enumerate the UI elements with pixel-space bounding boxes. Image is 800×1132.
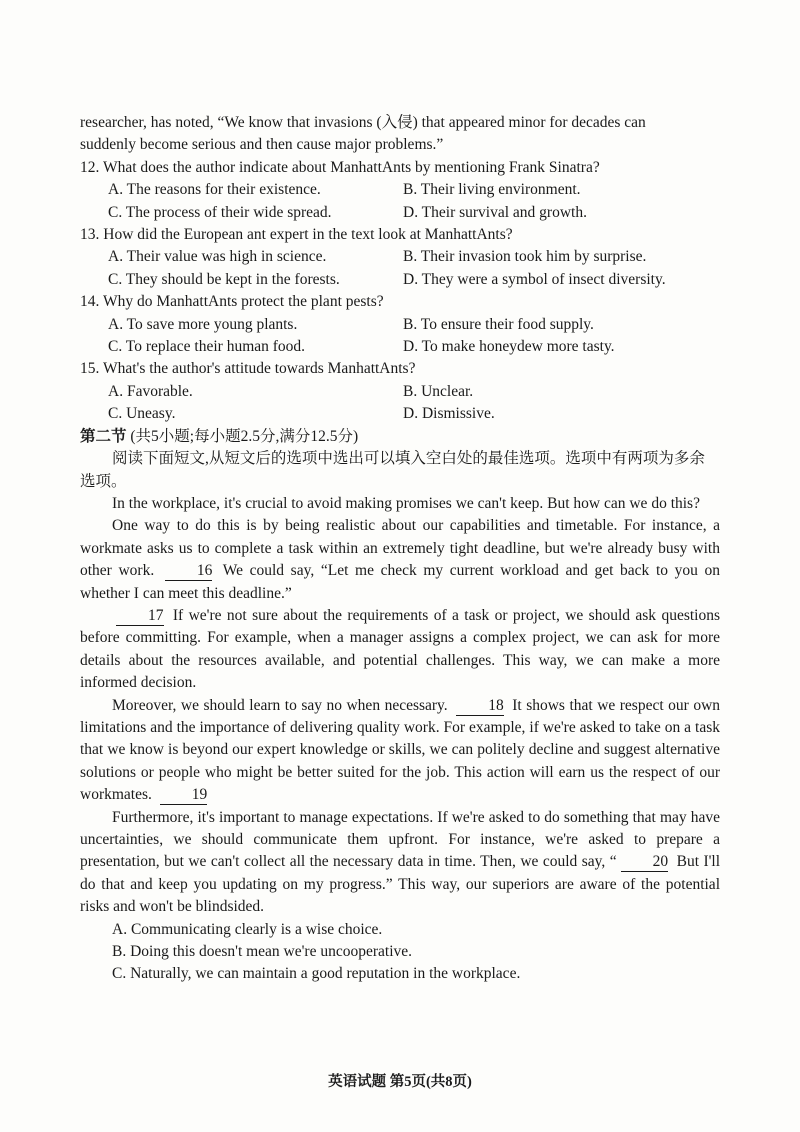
choice-c: C. Naturally, we can maintain a good reputation in the workplace. [112,965,521,983]
passage-b-paragraph-1: In the workplace, it's crucial to avoid making promises we can't keep. But how can we do this? [112,494,700,512]
section-2-title: 第二节 [80,427,127,445]
question-stem: 13. How did the European ant expert in the text look at ManhattAnts? [80,226,513,244]
passage-a-line-2: suddenly become serious and then cause major problems.” [80,136,444,154]
question-14 [80,291,720,358]
option-b: B. To ensure their food supply. [403,315,594,333]
paragraph-text: Moreover, we should learn to say no when necessary. [112,696,448,714]
question-13 [80,224,720,291]
passage-b-paragraph-5 [80,807,720,919]
blank-17[interactable]: 17 [116,607,164,626]
paragraph-text: One way to do this is by being realistic about our capabilities and timetable. For instance, a workmate asks us to complete a task within an extremely tight deadline, but we're already busy with other work. [80,517,720,580]
option-d: D. They were a symbol of insect diversity. [403,270,666,288]
question-options [80,314,720,359]
blank-20[interactable]: 20 [621,853,669,872]
blank-19[interactable]: 19 [160,786,208,805]
question-15 [80,358,720,425]
passage-a-line-1: researcher, has noted, “We know that invasions (入侵) that appeared minor for decades can [80,114,646,131]
option-b: B. Their invasion took him by surprise. [403,248,647,266]
question-options [80,179,720,224]
answer-choices [80,919,720,986]
choice-b: B. Doing this doesn't mean we're uncooperative. [112,943,413,961]
paragraph-text: We could say, “Let me check my current workload and get back to you on whether I can meet this deadline.” [80,562,721,602]
option-a: A. Favorable. [108,382,193,400]
question-stem: 15. What's the author's attitude towards ManhattAnts? [80,360,416,378]
paragraph-text: But I'll do that and keep you updating on my progress.” This way, our superiors are aware of the potential risks and won't be blindsided. [80,853,721,916]
option-a: A. Their value was high in science. [108,248,327,266]
option-a: A. The reasons for their existence. [108,181,321,199]
section-2-heading [80,426,720,448]
question-stem: 14. Why do ManhattAnts protect the plant pests? [80,293,384,311]
blank-16[interactable]: 16 [165,562,213,581]
passage-b-paragraph-2 [80,515,720,605]
paragraph-text: If we're not sure about the requirements of a task or project, we should ask questions before committing. For example, when a manager assigns a complex project, we can ask for more details about the resources available, and potential challenges. This way, we can make a more informed decision. [80,606,721,692]
option-c: C. The process of their wide spread. [108,203,332,221]
passage-b-paragraph-4 [80,695,720,807]
blank-18[interactable]: 18 [456,697,504,716]
option-c: C. To replace their human food. [108,338,306,356]
question-options [80,381,720,426]
option-c: C. Uneasy. [108,405,176,423]
question-12 [80,157,720,224]
paragraph-text: It shows that we respect our own limitations and the importance of delivering quality work. For example, if we're asked to take on a task that we know is beyond our expert knowledge or skills, we can politely decline and suggest alternative solutions or people who might be better suited for the job. This action will earn us the respect of our workmates. [80,696,721,804]
quote-open: “ [609,853,617,871]
passage-b-paragraph-3 [80,605,720,695]
option-a: A. To save more young plants. [108,315,298,333]
option-b: B. Their living environment. [403,181,581,199]
section-2-instruction: 阅读下面短文,从短文后的选项中选出可以填入空白处的最佳选项。选项中有两项为多余选项。 [80,450,705,490]
paragraph-text: Furthermore, it's important to manage expectations. If we're asked to do something that may have uncertainties, we should communicate them upfront. For instance, we're asked to prepare a presentation, but we can't collect all the necessary data in time. Then, we could say, [80,808,720,871]
question-stem: 12. What does the author indicate about ManhattAnts by mentioning Frank Sinatra? [80,158,600,176]
page-footer: 英语试题 第5页(共8页) [328,1074,472,1090]
choice-a: A. Communicating clearly is a wise choice. [112,920,383,938]
question-options [80,246,720,291]
option-d: D. To make honeydew more tasty. [403,338,615,356]
passage-a-tail [80,112,720,157]
option-c: C. They should be kept in the forests. [108,270,340,288]
option-d: D. Their survival and growth. [403,203,587,221]
option-b: B. Unclear. [403,382,474,400]
option-d: D. Dismissive. [403,405,495,423]
section-2-scoring: (共5小题;每小题2.5分,满分12.5分) [130,427,359,445]
